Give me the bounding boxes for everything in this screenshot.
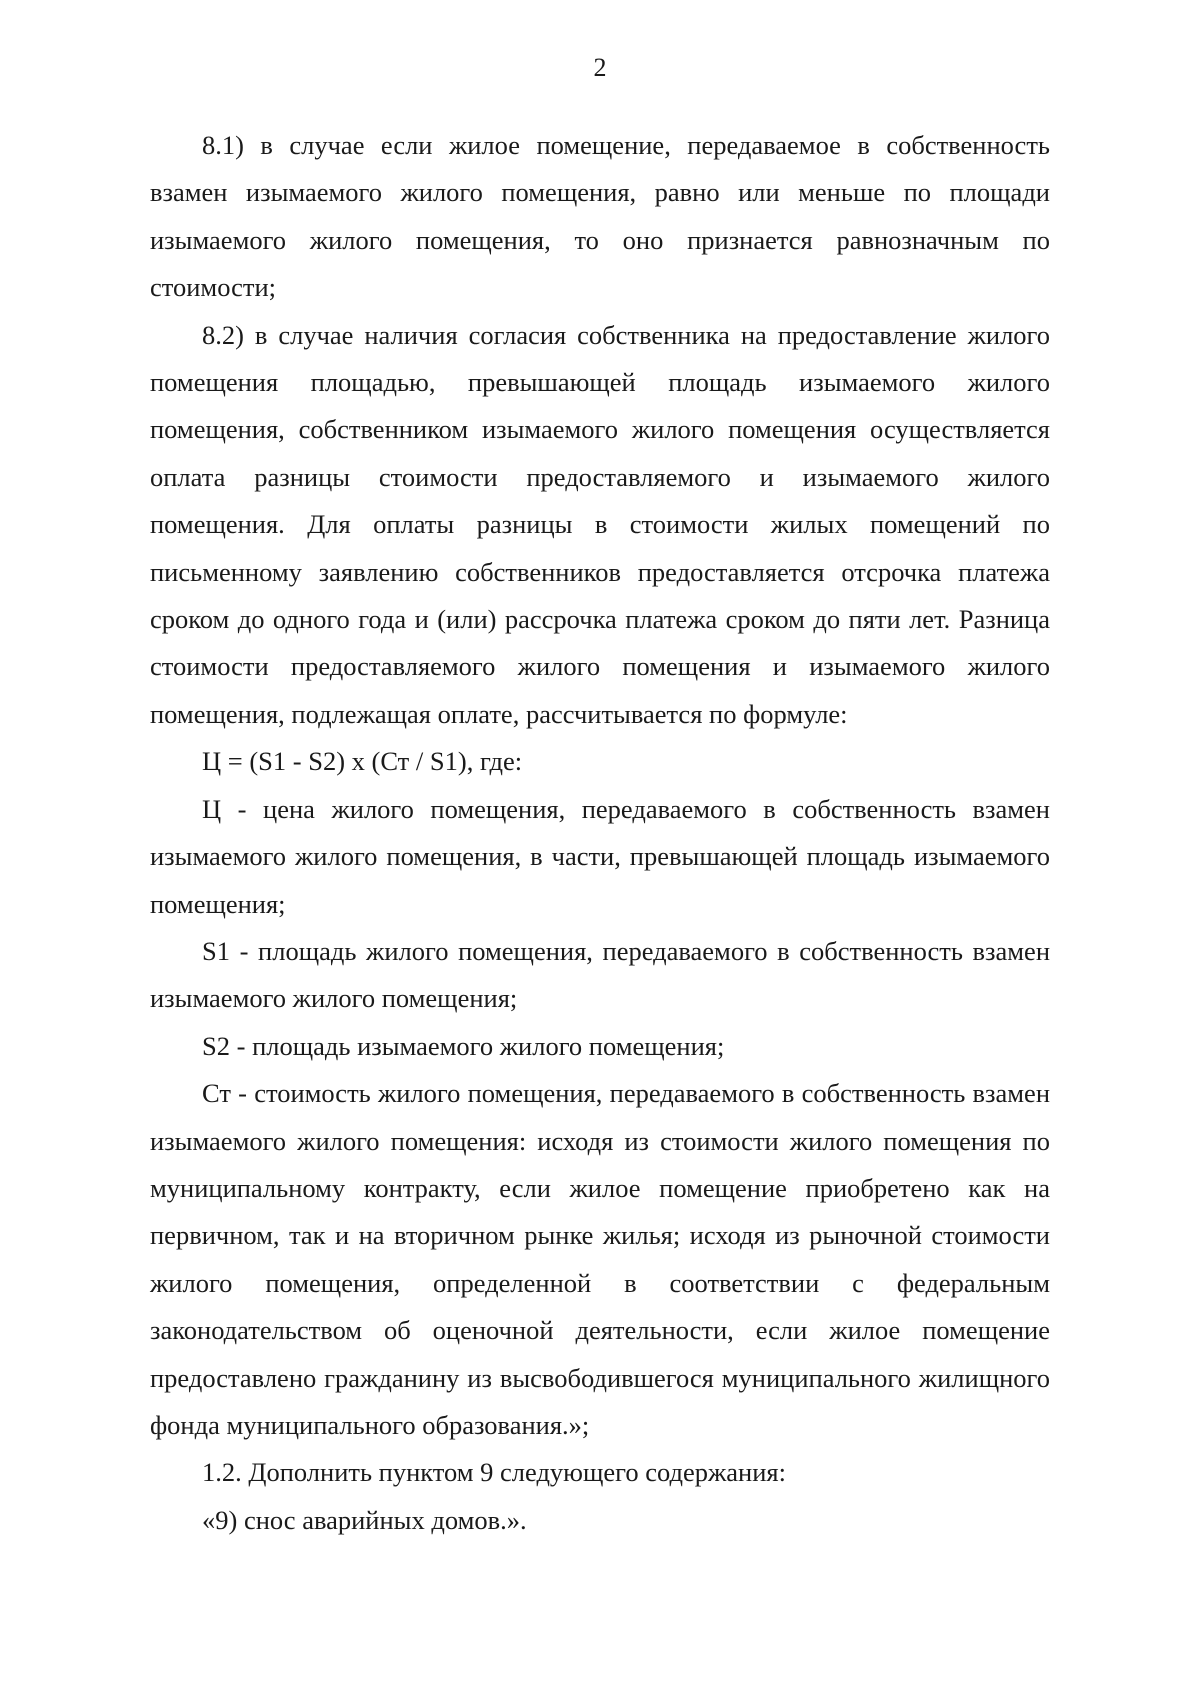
- definition-cost: Ст - стоимость жилого помещения, передаваемого в собственность взамен изымаемого жилого помещения: исходя из стоимости жилого помещения по муниципальному контракту, если жилое помещение приобретено как на первичном, так и на вторичном рынке жилья; исходя из рыночной стоимости жилого помещения, определенной в соответствии с федеральным законодательством об оценочной деятельности, если жилое помещение предоставлено гражданину из высвободившегося муниципального жилищного фонда муниципального образования.»;: [150, 1078, 1050, 1440]
- page-number: 2: [593, 53, 607, 82]
- formula: Ц = (S1 - S2) x (Ст / S1), где:: [202, 746, 523, 777]
- document-body: [150, 122, 1050, 1544]
- definition-s1: S1 - площадь жилого помещения, передаваемого в собственность взамен изымаемого жилого помещения;: [150, 935, 1050, 1014]
- definition-price: Ц - цена жилого помещения, передаваемого в собственность взамен изымаемого жилого помещения, в части, превышающей площадь изымаемого помещения;: [150, 793, 1050, 919]
- paragraph-8-1: 8.1) в случае если жилое помещение, передаваемое в собственность взамен изымаемого жилого помещения, равно или меньше по площади изымаемого жилого помещения, то оно признается равнозначным по стоимости;: [150, 130, 1050, 303]
- definition-s2: S2 - площадь изымаемого жилого помещения;: [202, 1030, 725, 1061]
- paragraph-item-9: «9) снос аварийных домов.».: [202, 1504, 527, 1535]
- paragraph-8-2: 8.2) в случае наличия согласия собственника на предоставление жилого помещения площадью, превышающей площадь изымаемого жилого помещения, собственником изымаемого жилого помещения осуществляется оплата разницы стоимости предоставляемого и изымаемого жилого помещения. Для оплаты разницы в стоимости жилых помещений по письменному заявлению собственников предоставляется отсрочка платежа сроком до одного года и (или) рассрочка платежа сроком до пяти лет. Разница стоимости предоставляемого жилого помещения и изымаемого жилого помещения, подлежащая оплате, рассчитывается по формуле:: [150, 319, 1050, 729]
- paragraph-1-2: 1.2. Дополнить пунктом 9 следующего содержания:: [202, 1457, 786, 1488]
